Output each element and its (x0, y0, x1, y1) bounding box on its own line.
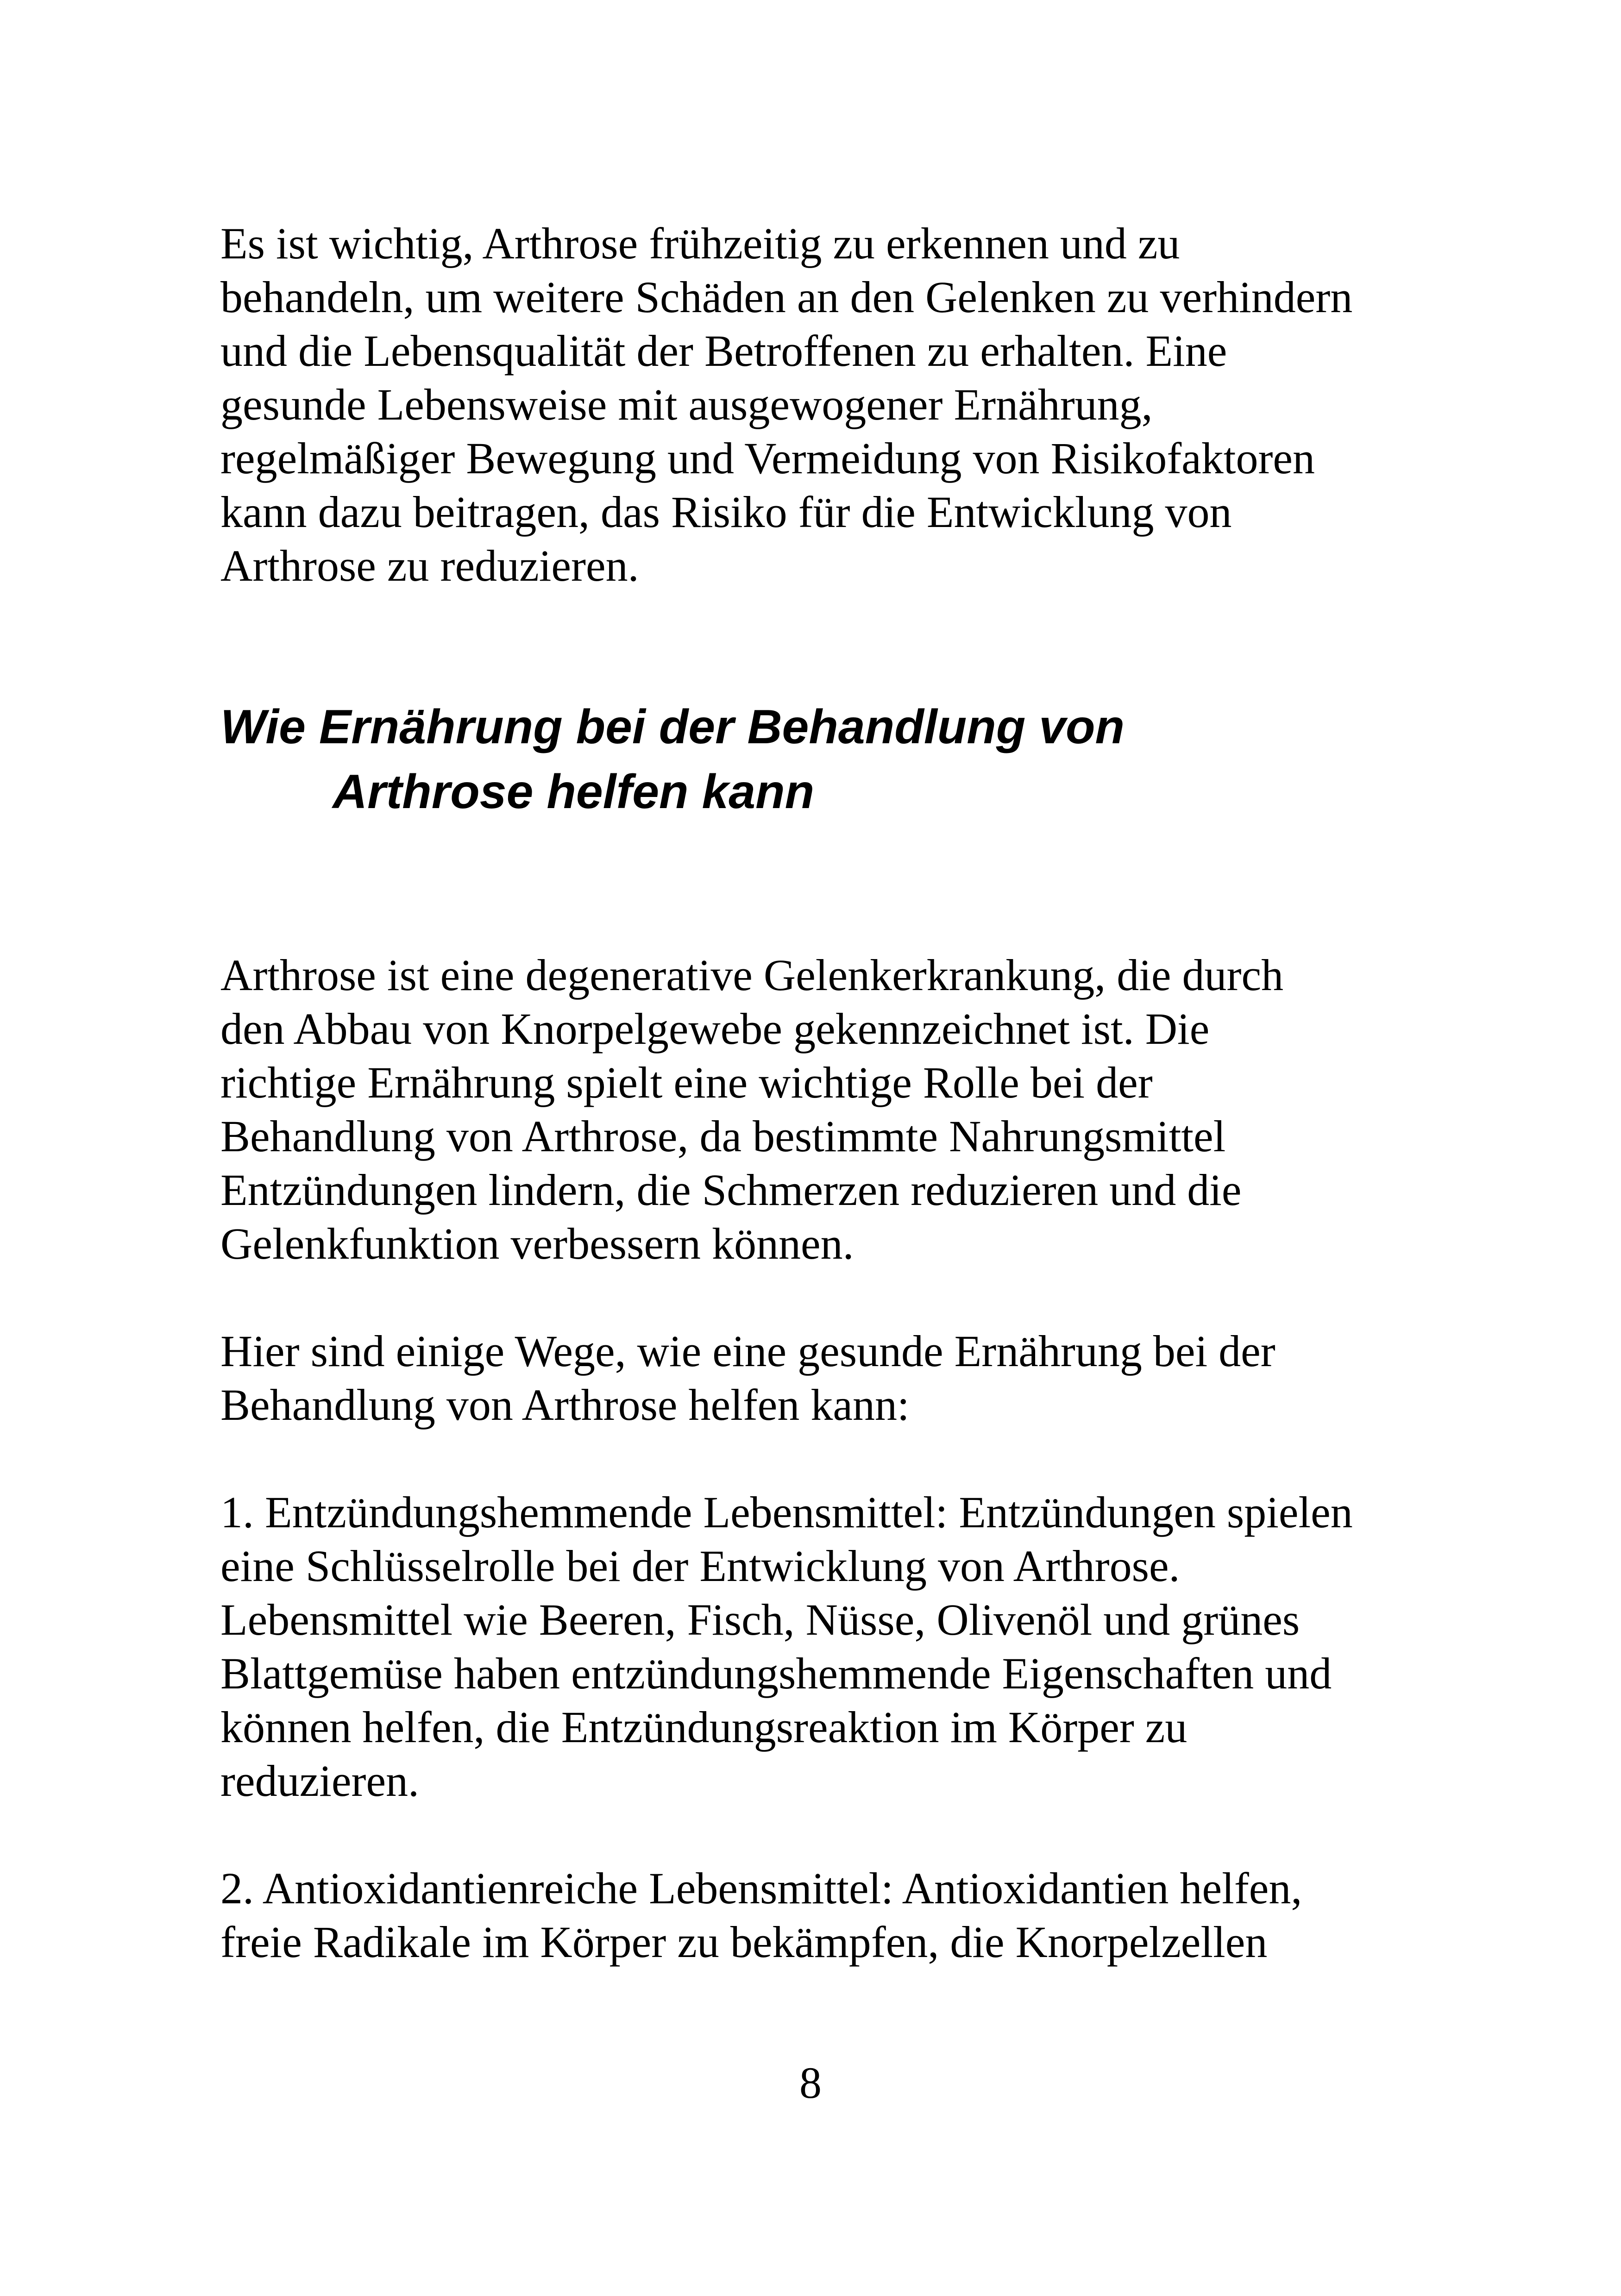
paragraph-line: freie Radikale im Körper zu bekämpfen, die Knorpelzellen (220, 1917, 1268, 1967)
paragraph-line: eine Schlüsselrolle bei der Entwicklung von Arthrose. (220, 1541, 1180, 1591)
paragraph-line: Hier sind einige Wege, wie eine gesunde Ernährung bei der (220, 1326, 1275, 1376)
paragraph-line: 1. Entzündungshemmende Lebensmittel: Entzündungen spielen (220, 1487, 1353, 1537)
paragraph-line: regelmäßiger Bewegung und Vermeidung von Risikofaktoren (220, 433, 1315, 483)
heading-line: Arthrose helfen kann (333, 765, 815, 819)
paragraph-line: Entzündungen lindern, die Schmerzen reduzieren und die (220, 1165, 1242, 1215)
paragraph-line: Blattgemüse haben entzündungshemmende Eigenschaften und (220, 1649, 1332, 1698)
paragraph-line: Arthrose zu reduzieren. (220, 541, 639, 590)
paragraph-line: gesunde Lebensweise mit ausgewogener Ernährung, (220, 380, 1153, 429)
paragraph-line: Es ist wichtig, Arthrose frühzeitig zu erkennen und zu (220, 219, 1180, 268)
paragraph-line: Gelenkfunktion verbessern können. (220, 1219, 854, 1268)
paragraph-line: reduzieren. (220, 1756, 420, 1806)
paragraph-line: können helfen, die Entzündungsreaktion im Körper zu (220, 1702, 1187, 1752)
paragraph-line: 2. Antioxidantienreiche Lebensmittel: Antioxidantien helfen, (220, 1863, 1302, 1913)
paragraph-line: richtige Ernährung spielt eine wichtige Rolle bei der (220, 1058, 1153, 1107)
page-number: 8 (799, 2058, 822, 2108)
paragraph-line: den Abbau von Knorpelgewebe gekennzeichnet ist. Die (220, 1004, 1210, 1054)
paragraph-line: Arthrose ist eine degenerative Gelenkerkrankung, die durch (220, 950, 1284, 1000)
paragraph-line: Behandlung von Arthrose, da bestimmte Nahrungsmittel (220, 1111, 1226, 1161)
paragraph-line: Behandlung von Arthrose helfen kann: (220, 1380, 910, 1430)
paragraph-line: und die Lebensqualität der Betroffenen zu erhalten. Eine (220, 326, 1227, 376)
paragraph-line: behandeln, um weitere Schäden an den Gelenken zu verhindern (220, 272, 1353, 322)
paragraph-line: kann dazu beitragen, das Risiko für die Entwicklung von (220, 487, 1232, 537)
paragraph-line: Lebensmittel wie Beeren, Fisch, Nüsse, Olivenöl und grünes (220, 1595, 1300, 1644)
heading-line: Wie Ernährung bei der Behandlung von (220, 700, 1125, 754)
